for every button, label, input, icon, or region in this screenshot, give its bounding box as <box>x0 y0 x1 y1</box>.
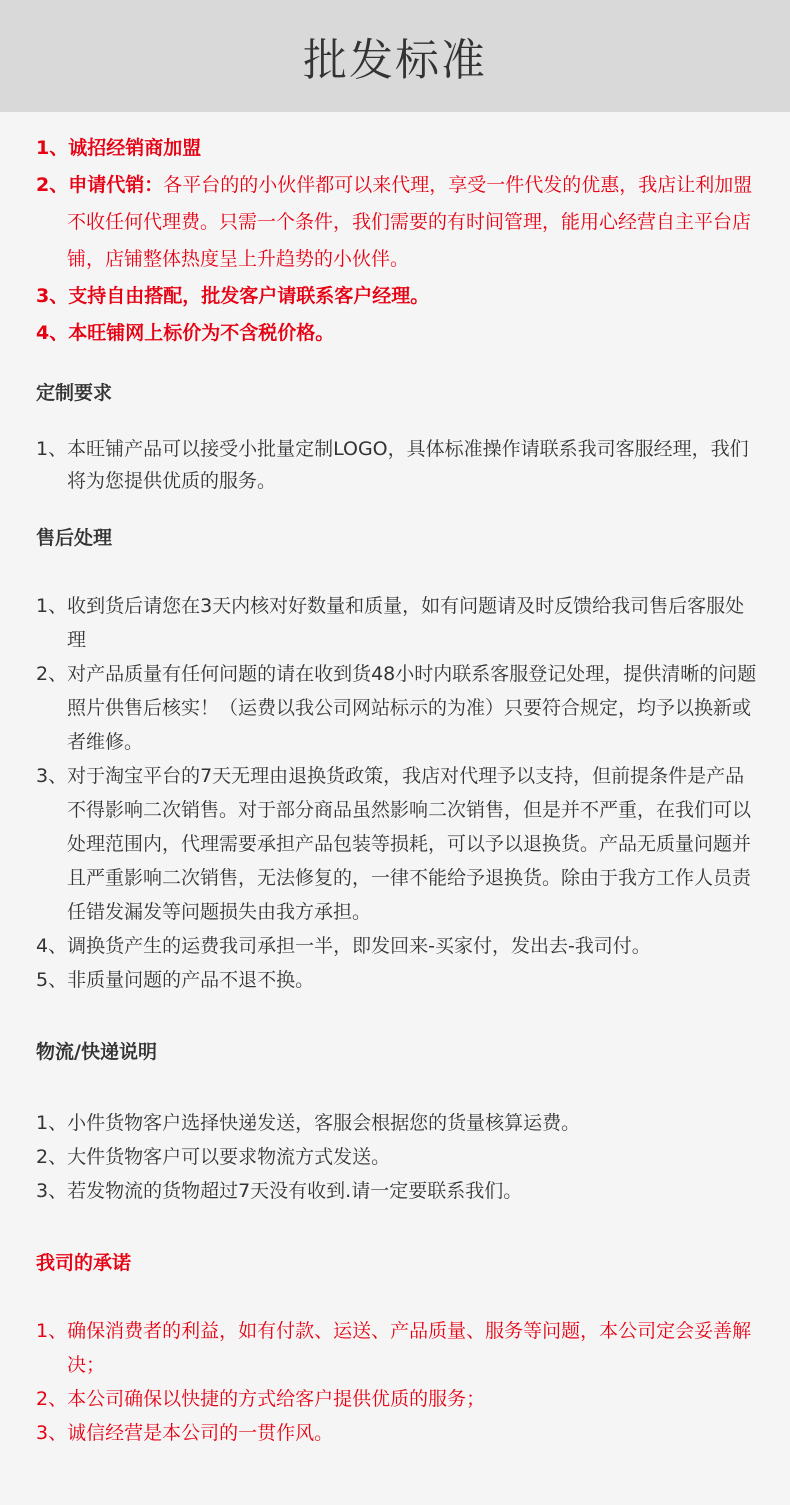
promise-item-1: 1、确保消费者的利益，如有付款、运送、产品质量、服务等问题，本公司定会妥善解决； <box>36 1320 752 1376</box>
aftersales-title: 售后处理 <box>36 527 113 549</box>
wholesale-item-2-text: 各平台的的小伙伴都可以来代理，享受一件代发的优惠，我店让利加盟不收任何代理费。只需一个条件，我们需要的有时间管理，能用心经营自主平台店铺，店铺整体热度呈上升趋势的小伙伴。 <box>67 174 753 270</box>
custom-item-1: 1、本旺铺产品可以接受小批量定制LOGO，具体标准操作请联系我司客服经理，我们将为您提供优质的服务。 <box>36 438 749 492</box>
page-header <box>0 0 790 112</box>
promise-title: 我司的承诺 <box>36 1252 132 1274</box>
aftersales-item-1: 1、收到货后请您在3天内核对好数量和质量，如有问题请及时反馈给我司售后客服处理 <box>36 595 745 651</box>
aftersales-list <box>36 589 760 997</box>
aftersales-item-5: 5、非质量问题的产品不退不换。 <box>36 969 315 991</box>
wholesale-item-2-label: 2、申请代销： <box>36 174 164 196</box>
aftersales-item-3: 3、对于淘宝平台的7天无理由退换货政策，我店对代理予以支持，但前提条件是产品不得影响二次销售。对于部分商品虽然影响二次销售，但是并不严重，在我们可以处理范围内，代理需要承担产品包装等损耗，可以予以退换货。产品无质量问题并且严重影响二次销售，无法修复的，一律不能给予退换货。除由于我方工作人员责任错发漏发等问题损失由我方承担。 <box>36 765 752 923</box>
logistics-list <box>36 1106 760 1208</box>
custom-list <box>36 433 760 497</box>
wholesale-item-4: 4、本旺铺网上标价为不含税价格。 <box>36 322 335 344</box>
wholesale-item-2 <box>36 167 760 278</box>
logistics-item-3: 3、若发物流的货物超过7天没有收到.请一定要联系我们。 <box>36 1180 523 1202</box>
wholesale-list <box>36 130 760 352</box>
aftersales-item-4: 4、调换货产生的运费我司承担一半，即发回来-买家付，发出去-我司付。 <box>36 935 651 957</box>
content <box>0 112 790 1450</box>
wholesale-item-1: 1、诚招经销商加盟 <box>36 137 202 159</box>
promise-list <box>36 1314 760 1450</box>
promise-item-3: 3、诚信经营是本公司的一贯作风。 <box>36 1422 334 1444</box>
page-title: 批发标准 <box>303 35 487 86</box>
logistics-item-1: 1、小件货物客户选择快递发送，客服会根据您的货量核算运费。 <box>36 1112 581 1134</box>
aftersales-item-2: 2、对产品质量有任何问题的请在收到货48小时内联系客服登记处理，提供清晰的问题照片供售后核实！（运费以我公司网站标示的为准）只要符合规定，均予以换新或者维修。 <box>36 663 757 753</box>
custom-title: 定制要求 <box>36 382 113 404</box>
wholesale-item-3: 3、支持自由搭配，批发客户请联系客户经理。 <box>36 285 430 307</box>
logistics-title: 物流/快递说明 <box>36 1041 157 1063</box>
logistics-item-2: 2、大件货物客户可以要求物流方式发送。 <box>36 1146 391 1168</box>
promise-item-2: 2、本公司确保以快捷的方式给客户提供优质的服务； <box>36 1388 486 1410</box>
